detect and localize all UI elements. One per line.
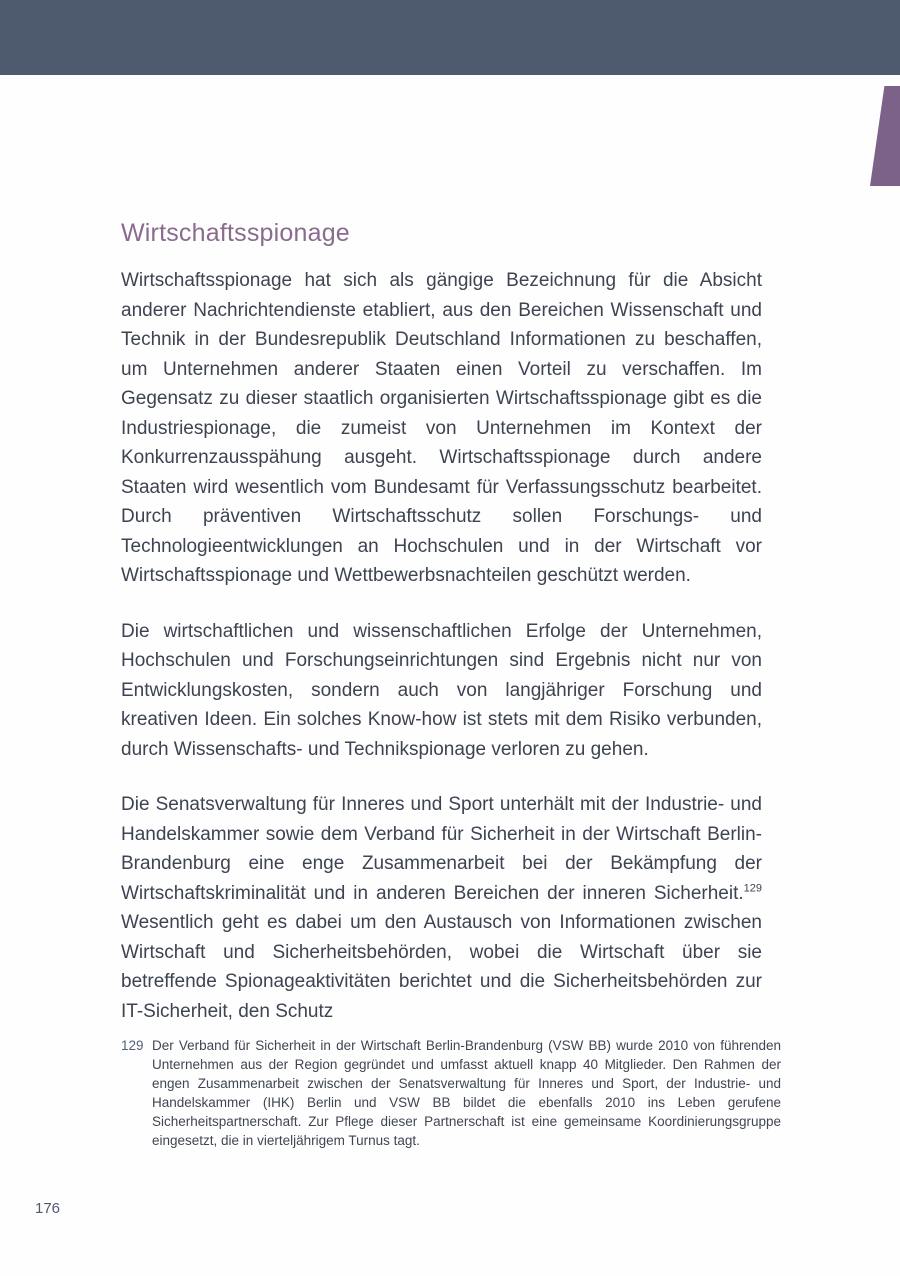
footnote-129: [121, 1036, 781, 1150]
paragraph-3-text: Die Senatsverwaltung für Inneres und Sport unterhält mit der Industrie- und Handelskammer sowie dem Verband für Sicherheit in der Wirtschaft Berlin-Brandenburg eine enge Zusammenarbeit bei der Bekämpfung der Wirtschaftskriminalität und in anderen Bereichen der inneren Sicherheit.: [121, 794, 762, 904]
footnote-ref-129: 129: [743, 882, 762, 895]
paragraph-3: [121, 790, 762, 1026]
body-text: [121, 266, 762, 1052]
section-heading: Wirtschaftsspionage: [121, 219, 350, 247]
header-band: [0, 0, 900, 75]
paragraph-1: Wirtschaftsspionage hat sich als gängige Bezeichnung für die Absicht anderer Nachrichtendienste etabliert, aus den Bereichen Wissenschaft und Technik in der Bundesrepublik Deutschland Informationen zu beschaffen, um Unternehmen anderer Staaten einen Vorteil zu verschaffen. Im Gegensatz zu dieser staatlich organisierten Wirtschaftsspionage gibt es die Industriespionage, die zumeist von Unternehmen im Kontext der Konkurrenzausspähung ausgeht. Wirtschaftsspionage durch andere Staaten wird wesentlich vom Bundesamt für Verfassungsschutz bearbeitet. Durch präventiven Wirtschaftsschutz sollen Forschungs- und Technologieentwicklungen an Hochschulen und in der Wirtschaft vor Wirtschaftsspionage und Wettbewerbsnachteilen geschützt werden.: [121, 270, 762, 586]
paragraph-2: Die wirtschaftlichen und wissenschaftlichen Erfolge der Unternehmen, Hochschulen und Forschungseinrichtungen sind Ergebnis nicht nur von Entwicklungskosten, sondern auch von langjähriger Forschung und kreativen Ideen. Ein solches Know-how ist stets mit dem Risiko verbunden, durch Wissenschafts- und Technikspionage verloren zu gehen.: [121, 620, 762, 760]
page-number: 176: [35, 1200, 61, 1217]
paragraph-3-continuation: Wesentlich geht es dabei um den Austausch von Informationen zwischen Wirtschaft und Sicherheitsbehörden, wobei die Wirtschaft über sie betreffende Spionageaktivitäten berichtet und die Sicherheitsbehörden zur IT-Sicherheit, den Schutz: [121, 912, 762, 1022]
corner-accent-icon: [870, 86, 900, 186]
footnote-number: 129: [121, 1038, 144, 1053]
footnote-text: Der Verband für Sicherheit in der Wirtschaft Berlin-Brandenburg (VSW BB) wurde 2010 von führenden Unternehmen aus der Region gegründet und umfasst aktuell knapp 40 Mitglieder. Den Rahmen der engen Zusammenarbeit zwischen der Senatsverwaltung für Inneres und Sport, der Industrie- und Handelskammer (IHK) Berlin und VSW BB bildet die ebenfalls 2010 ins Leben gerufene Sicherheitspartnerschaft. Zur Pflege dieser Partnerschaft ist eine gemeinsame Koordinierungsgruppe eingesetzt, die in vierteljährigem Turnus tagt.: [152, 1038, 781, 1148]
